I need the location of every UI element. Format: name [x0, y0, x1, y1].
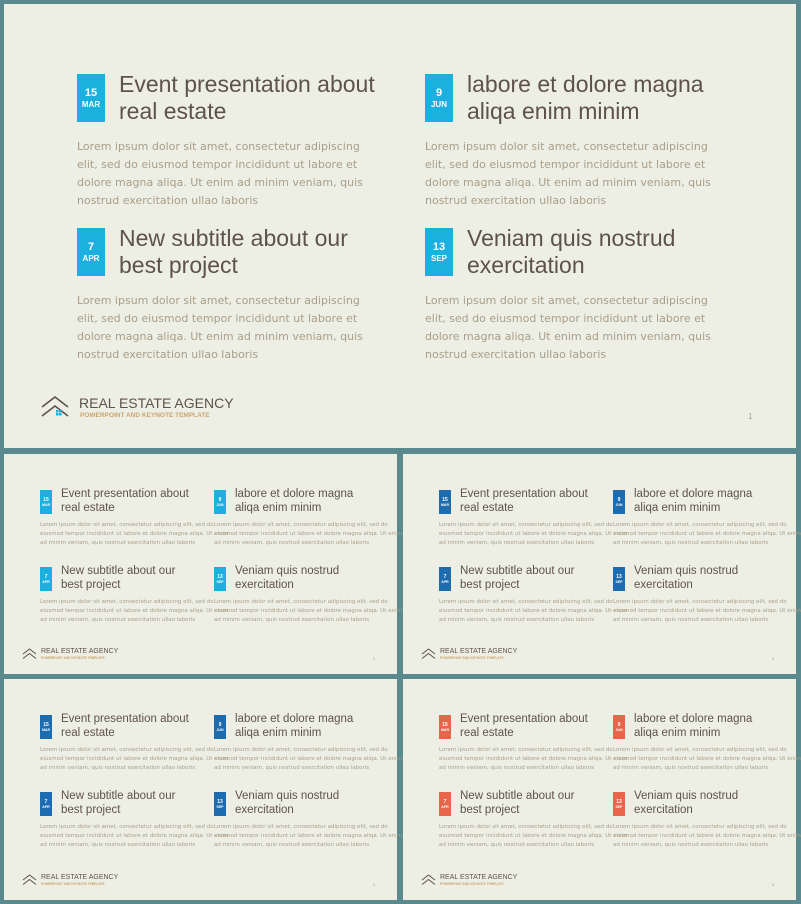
- page-number: 5: [772, 882, 775, 887]
- date-badge: [40, 490, 52, 514]
- date-month: SEP: [216, 804, 224, 809]
- event-body: Lorem ipsum dolor sit amet, consectetur adipiscing elit, sed do eiusmod tempor incididunt ut labore et dolore magna aliqa. Ut enim ad minim veniam, quis nostrud exercitation ullao laboris: [425, 140, 711, 207]
- event-body: Lorem ipsum dolor sit amet, consectetur adipiscing elit, sed do eiusmod tempor incididunt ut labore et dolore magna aliqa. Ut enim ad minim veniam, quis nostrud exercitation ullao laboris: [40, 824, 228, 848]
- event-title: Veniam quis nostrud exercitation: [467, 225, 676, 279]
- event-4: [425, 225, 725, 361]
- event-2: [214, 713, 402, 781]
- date-day: 15: [43, 721, 49, 728]
- event-body: Lorem ipsum dolor sit amet, consectetur adipiscing elit, sed do eiusmod tempor incididunt ut labore et dolore magna aliqa. Ut enim ad minim veniam, quis nostrud exercitation ullao laboris: [439, 599, 627, 623]
- date-badge: [214, 490, 226, 514]
- date-month: MAR: [42, 727, 50, 732]
- date-day: 15: [442, 721, 448, 728]
- brand-subtitle: POWERPOINT AND KEYNOTE TEMPLATE: [80, 412, 210, 419]
- event-title: Event presentation about real estate: [119, 71, 375, 125]
- date-badge: [439, 715, 451, 739]
- date-badge: [214, 567, 226, 591]
- event-2: [613, 488, 801, 556]
- date-month: MAR: [441, 727, 449, 732]
- date-day: 13: [217, 573, 223, 580]
- date-day: 9: [435, 86, 443, 99]
- date-badge: [439, 490, 451, 514]
- event-title: labore et dolore magna aliqa enim minim: [467, 71, 704, 125]
- date-day: 15: [442, 496, 448, 503]
- house-roof-icon: [22, 874, 37, 886]
- date-month: SEP: [615, 804, 623, 809]
- date-day: 7: [87, 240, 95, 253]
- event-4: [214, 790, 402, 858]
- event-2: [613, 713, 801, 781]
- event-body: Lorem ipsum dolor sit amet, consectetur adipiscing elit, sed do eiusmod tempor incididunt ut labore et dolore magna aliqa. Ut enim ad minim veniam, quis nostrud exercitation ullao laboris: [214, 747, 402, 771]
- event-2: [425, 71, 725, 207]
- page-number: 1: [748, 412, 753, 421]
- date-day: 7: [443, 798, 447, 805]
- date-month: JUN: [615, 727, 623, 732]
- date-badge: [214, 715, 226, 739]
- date-month: MAR: [441, 502, 449, 507]
- date-badge: [439, 792, 451, 816]
- brand-name: REAL ESTATE AGENCY: [41, 648, 119, 655]
- event-title: New subtitle about our best project: [119, 225, 348, 279]
- date-month: APR: [42, 579, 50, 584]
- date-month: APR: [42, 804, 50, 809]
- date-badge: [40, 715, 52, 739]
- date-badge: [40, 567, 52, 591]
- date-month: SEP: [430, 253, 447, 263]
- event-body: Lorem ipsum dolor sit amet, consectetur adipiscing elit, sed do eiusmod tempor incididunt ut labore et dolore magna aliqa. Ut enim ad minim veniam, quis nostrud exercitation ullao laboris: [77, 140, 363, 207]
- brand-name: REAL ESTATE AGENCY: [440, 874, 518, 881]
- date-badge: [613, 715, 625, 739]
- date-badge: [613, 792, 625, 816]
- date-day: 13: [616, 798, 622, 805]
- date-day: 7: [443, 573, 447, 580]
- event-title: labore et dolore magna aliqa enim minim: [634, 488, 753, 514]
- page-number: 2: [373, 656, 376, 661]
- date-month: APR: [441, 579, 449, 584]
- brand-name: REAL ESTATE AGENCY: [41, 874, 119, 881]
- house-roof-icon: [421, 874, 436, 886]
- date-badge: [425, 74, 453, 122]
- event-body: Lorem ipsum dolor sit amet, consectetur adipiscing elit, sed do eiusmod tempor incididunt ut labore et dolore magna aliqa. Ut enim ad minim veniam, quis nostrud exercitation ullao laboris: [214, 824, 402, 848]
- house-roof-icon: [421, 648, 436, 660]
- house-roof-icon: [40, 395, 70, 419]
- date-badge: [77, 228, 105, 276]
- event-body: Lorem ipsum dolor sit amet, consectetur adipiscing elit, sed do eiusmod tempor incididunt ut labore et dolore magna aliqa. Ut enim ad minim veniam, quis nostrud exercitation ullao laboris: [214, 599, 402, 623]
- date-badge: [613, 567, 625, 591]
- event-title: Veniam quis nostrud exercitation: [235, 565, 340, 591]
- event-body: Lorem ipsum dolor sit amet, consectetur adipiscing elit, sed do eiusmod tempor incididunt ut labore et dolore magna aliqa. Ut enim ad minim veniam, quis nostrud exercitation ullao laboris: [40, 599, 228, 623]
- date-month: JUN: [430, 99, 447, 109]
- date-day: 9: [218, 496, 222, 503]
- event-title: labore et dolore magna aliqa enim minim: [235, 488, 354, 514]
- event-3: [77, 225, 377, 361]
- event-title: Veniam quis nostrud exercitation: [634, 565, 739, 591]
- event-title: New subtitle about our best project: [460, 565, 575, 591]
- event-4: [613, 790, 801, 858]
- event-title: labore et dolore magna aliqa enim minim: [235, 713, 354, 739]
- date-month: JUN: [615, 502, 623, 507]
- event-body: Lorem ipsum dolor sit amet, consectetur adipiscing elit, sed do eiusmod tempor incididunt ut labore et dolore magna aliqa. Ut enim ad minim veniam, quis nostrud exercitation ullao laboris: [613, 747, 801, 771]
- date-day: 15: [43, 496, 49, 503]
- brand-subtitle: POWERPOINT AND KEYNOTE TEMPLATE: [41, 656, 105, 660]
- date-month: APR: [82, 253, 100, 263]
- date-month: SEP: [216, 579, 224, 584]
- brand-name: REAL ESTATE AGENCY: [440, 648, 518, 655]
- slide-5[interactable]: [403, 679, 801, 900]
- event-body: Lorem ipsum dolor sit amet, consectetur adipiscing elit, sed do eiusmod tempor incididunt ut labore et dolore magna aliqa. Ut enim ad minim veniam, quis nostrud exercitation ullao laboris: [40, 522, 228, 546]
- page-number: 3: [772, 656, 775, 661]
- event-title: Event presentation about real estate: [61, 713, 189, 739]
- date-day: 13: [217, 798, 223, 805]
- event-body: Lorem ipsum dolor sit amet, consectetur adipiscing elit, sed do eiusmod tempor incididunt ut labore et dolore magna aliqa. Ut enim ad minim veniam, quis nostrud exercitation ullao laboris: [613, 599, 801, 623]
- event-title: Event presentation about real estate: [460, 713, 588, 739]
- event-body: Lorem ipsum dolor sit amet, consectetur adipiscing elit, sed do eiusmod tempor incididunt ut labore et dolore magna aliqa. Ut enim ad minim veniam, quis nostrud exercitation ullao laboris: [439, 747, 627, 771]
- event-body: Lorem ipsum dolor sit amet, consectetur adipiscing elit, sed do eiusmod tempor incididunt ut labore et dolore magna aliqa. Ut enim ad minim veniam, quis nostrud exercitation ullao laboris: [439, 824, 627, 848]
- event-title: Veniam quis nostrud exercitation: [634, 790, 739, 816]
- event-body: Lorem ipsum dolor sit amet, consectetur adipiscing elit, sed do eiusmod tempor incididunt ut labore et dolore magna aliqa. Ut enim ad minim veniam, quis nostrud exercitation ullao laboris: [425, 294, 711, 361]
- event-body: Lorem ipsum dolor sit amet, consectetur adipiscing elit, sed do eiusmod tempor incididunt ut labore et dolore magna aliqa. Ut enim ad minim veniam, quis nostrud exercitation ullao laboris: [40, 747, 228, 771]
- date-month: MAR: [81, 99, 101, 109]
- brand-subtitle: POWERPOINT AND KEYNOTE TEMPLATE: [440, 882, 504, 886]
- event-body: Lorem ipsum dolor sit amet, consectetur adipiscing elit, sed do eiusmod tempor incididunt ut labore et dolore magna aliqa. Ut enim ad minim veniam, quis nostrud exercitation ullao laboris: [613, 522, 801, 546]
- date-badge: [40, 792, 52, 816]
- event-body: Lorem ipsum dolor sit amet, consectetur adipiscing elit, sed do eiusmod tempor incididunt ut labore et dolore magna aliqa. Ut enim ad minim veniam, quis nostrud exercitation ullao laboris: [214, 522, 402, 546]
- brand-subtitle: POWERPOINT AND KEYNOTE TEMPLATE: [41, 882, 105, 886]
- date-day: 13: [616, 573, 622, 580]
- slide-1[interactable]: [4, 4, 796, 448]
- date-day: 15: [84, 86, 98, 99]
- date-badge: [613, 490, 625, 514]
- date-badge: [425, 228, 453, 276]
- event-2: [214, 488, 402, 556]
- date-month: SEP: [615, 579, 623, 584]
- date-month: MAR: [42, 502, 50, 507]
- event-body: Lorem ipsum dolor sit amet, consectetur adipiscing elit, sed do eiusmod tempor incididunt ut labore et dolore magna aliqa. Ut enim ad minim veniam, quis nostrud exercitation ullao laboris: [613, 824, 801, 848]
- event-title: New subtitle about our best project: [460, 790, 575, 816]
- event-title: labore et dolore magna aliqa enim minim: [634, 713, 753, 739]
- date-day: 13: [432, 240, 446, 253]
- date-badge: [214, 792, 226, 816]
- event-title: Event presentation about real estate: [460, 488, 588, 514]
- date-month: JUN: [216, 502, 224, 507]
- house-roof-icon: [22, 648, 37, 660]
- event-title: New subtitle about our best project: [61, 790, 176, 816]
- event-title: Event presentation about real estate: [61, 488, 189, 514]
- date-badge: [77, 74, 105, 122]
- date-day: 7: [44, 573, 48, 580]
- event-4: [613, 565, 801, 633]
- brand-name: REAL ESTATE AGENCY: [79, 395, 234, 411]
- brand-subtitle: POWERPOINT AND KEYNOTE TEMPLATE: [440, 656, 504, 660]
- date-badge: [439, 567, 451, 591]
- slide-3[interactable]: [403, 454, 801, 674]
- date-month: APR: [441, 804, 449, 809]
- page-number: 4: [373, 882, 376, 887]
- event-body: Lorem ipsum dolor sit amet, consectetur adipiscing elit, sed do eiusmod tempor incididunt ut labore et dolore magna aliqa. Ut enim ad minim veniam, quis nostrud exercitation ullao laboris: [439, 522, 627, 546]
- event-4: [214, 565, 402, 633]
- event-title: Veniam quis nostrud exercitation: [235, 790, 340, 816]
- event-title: New subtitle about our best project: [61, 565, 176, 591]
- slide-4[interactable]: [4, 679, 402, 900]
- date-day: 7: [44, 798, 48, 805]
- event-1: [77, 71, 377, 207]
- date-day: 9: [617, 496, 621, 503]
- date-day: 9: [617, 721, 621, 728]
- event-body: Lorem ipsum dolor sit amet, consectetur adipiscing elit, sed do eiusmod tempor incididunt ut labore et dolore magna aliqa. Ut enim ad minim veniam, quis nostrud exercitation ullao laboris: [77, 294, 363, 361]
- date-day: 9: [218, 721, 222, 728]
- slide-2[interactable]: [4, 454, 402, 674]
- date-month: JUN: [216, 727, 224, 732]
